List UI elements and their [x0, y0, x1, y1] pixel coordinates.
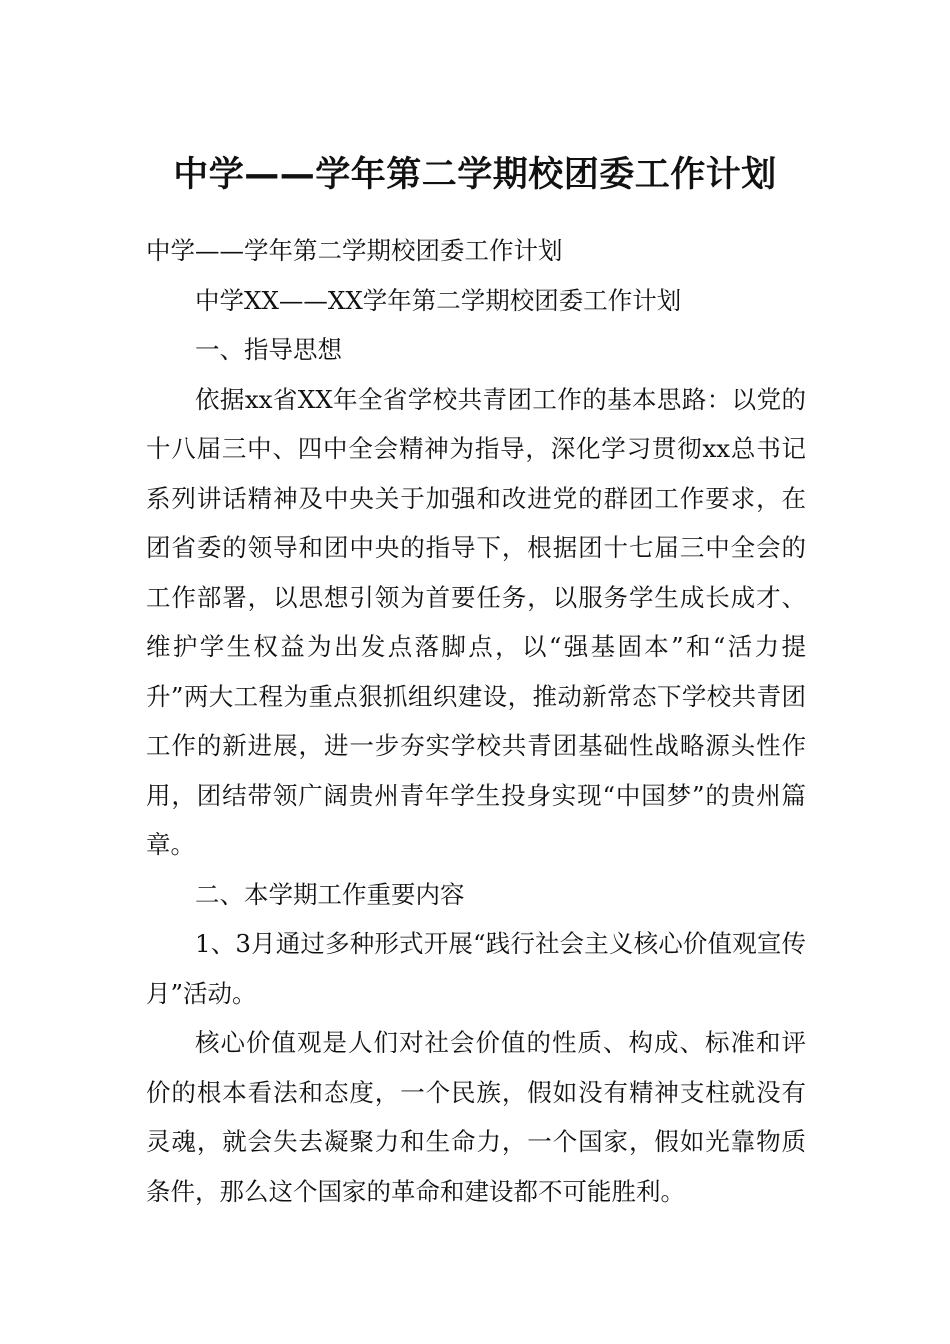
document-body [146, 226, 806, 1216]
section-heading-guiding-ideology: 一、指导思想 [195, 335, 342, 364]
work-item-1-paragraph: 1、3月通过多种形式开展“践行社会主义核心价值观宣传月”活动。 [146, 929, 806, 1008]
core-values-paragraph: 核心价值观是人们对社会价值的性质、构成、标准和评价的根本看法和态度，一个民族，假如没有精神支柱就没有灵魂，就会失去凝聚力和生命力，一个国家，假如光靠物质条件，那么这个国家的革命和建设都不可能胜利。 [146, 1028, 806, 1206]
guiding-ideology-paragraph: 依据xx省XX年全省学校共青团工作的基本思路：以党的十八届三中、四中全会精神为指导，深化学习贯彻xx总书记系列讲话精神及中央关于加强和改进党的群团工作要求，在团省委的领导和团中央的指导下，根据团十七届三中全会的工作部署，以思想引领为首要任务，以服务学生成长成才、维护学生权益为出发点落脚点，以“强基固本”和“活力提升”两大工程为重点狠抓组织建设，推动新常态下学校共青团工作的新进展，进一步夯实学校共青团基础性战略源头性作用，团结带领广阔贵州青年学生投身实现“中国梦”的贵州篇章。 [146, 384, 806, 859]
plan-heading-paragraph: 中学XX——XX学年第二学期校团委工作计划 [195, 285, 682, 315]
section-heading-main-work: 二、本学期工作重要内容 [195, 879, 465, 909]
subtitle-paragraph: 中学——学年第二学期校团委工作计划 [146, 236, 563, 265]
document-title: 中学——学年第二学期校团委工作计划 [173, 155, 777, 196]
